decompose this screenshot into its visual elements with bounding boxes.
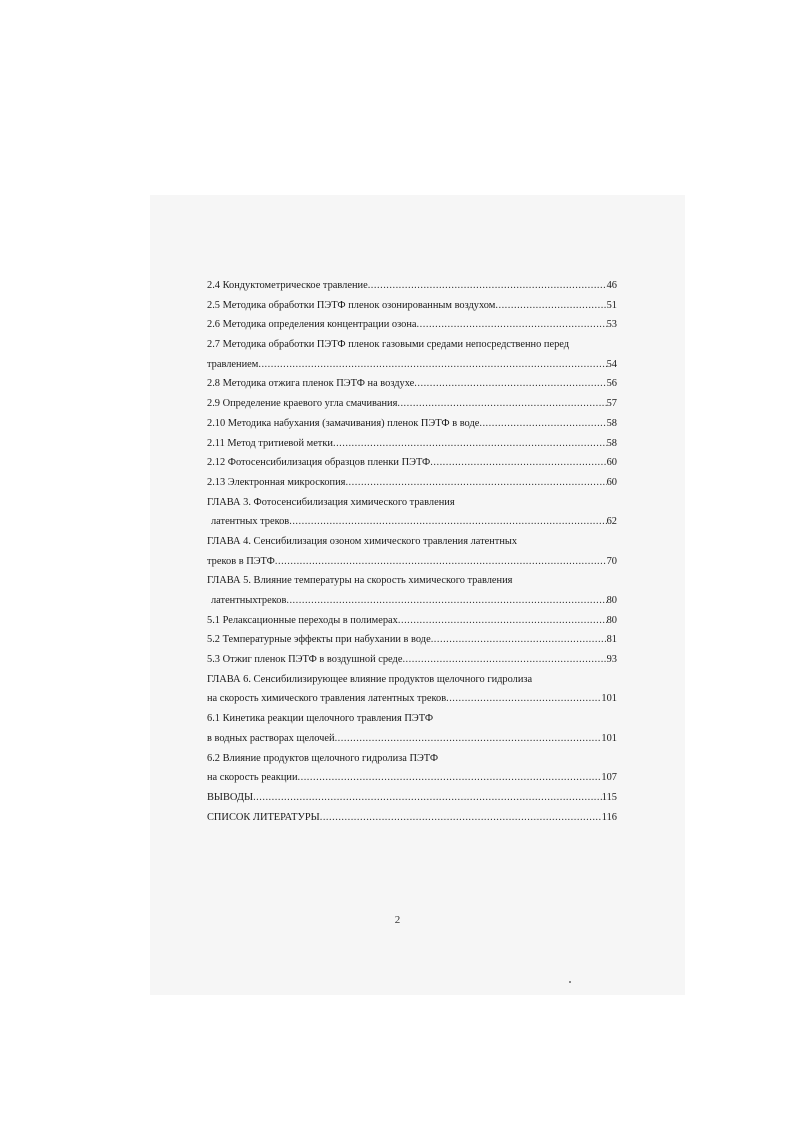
toc-entry-title: СПИСОК ЛИТЕРАТУРЫ [207, 811, 320, 823]
toc-entry [207, 808, 617, 828]
toc-leader-dots [289, 512, 606, 532]
toc-entry-page: 58 [606, 417, 617, 429]
toc-entry-heading-line [207, 335, 617, 355]
toc-chapter-heading [207, 571, 617, 591]
toc-entry-title: 2.9 Определение краевого угла смачивания [207, 398, 398, 410]
toc-entry-title: 2.6 Методика определения концентрации озона [207, 319, 417, 331]
toc-entry-title: травлением [207, 358, 259, 370]
toc-section-heading [207, 709, 617, 729]
toc-entry-title: ГЛАВА 4. Сенсибилизация озоном химического травления латентных [207, 535, 518, 547]
toc-entry-title: 2.12 Фотосенсибилизация образцов пленки ПЭТФ [207, 457, 431, 469]
toc-leader-dots [446, 689, 601, 709]
toc-entry-page: 115 [601, 791, 617, 803]
toc-leader-dots [398, 611, 607, 631]
toc-entry [207, 729, 617, 749]
toc-entry-page: 46 [606, 280, 617, 291]
toc-leader-dots [320, 808, 602, 828]
toc-leader-dots [417, 315, 607, 335]
toc-entry-page: 70 [606, 555, 617, 567]
toc-leader-dots [258, 355, 606, 375]
toc-entry [207, 512, 617, 532]
toc-entry-page: 57 [606, 398, 617, 410]
toc-entry [207, 473, 617, 493]
toc-entry-title: ГЛАВА 6. Сенсибилизирующее влияние продуктов щелочного гидролиза [207, 673, 533, 685]
toc-entry-title: ГЛАВА 5. Влияние температуры на скорость химического травления [207, 575, 513, 587]
toc-entry-title: 5.3 Отжиг пленок ПЭТФ в воздушной среде [207, 654, 403, 666]
toc-entry-title: 5.2 Температурные эффекты при набухании в воде [207, 634, 431, 646]
toc-entry [207, 650, 617, 670]
toc-entry-page: 93 [606, 654, 617, 666]
toc-entry [207, 315, 617, 335]
toc-leader-dots [298, 768, 602, 788]
toc-entry-title: треков в ПЭТФ [207, 555, 275, 567]
toc-entry [207, 276, 617, 296]
toc-entry-page: 101 [601, 693, 617, 705]
toc-entry-title: 2.11 Метод тритиевой метки [207, 437, 333, 449]
toc-chapter-heading [207, 493, 617, 513]
toc-leader-dots [414, 374, 606, 394]
toc-entry-page: 58 [606, 437, 617, 449]
toc-entry-title: латентныхтреков [211, 595, 287, 606]
toc-entry [207, 611, 617, 631]
toc-entry-page: 80 [606, 614, 617, 626]
toc-entry [207, 374, 617, 394]
toc-entry-title: 2.10 Методика набухания (замачивания) пленок ПЭТФ в воде [207, 417, 480, 429]
toc-entry-title: ВЫВОДЫ [207, 791, 254, 803]
toc-leader-dots [333, 434, 607, 454]
toc-entry [207, 355, 617, 375]
toc-entry-title: 2.8 Методика отжига пленок ПЭТФ на воздухе [207, 378, 415, 390]
toc-entry-page: 62 [606, 516, 617, 528]
toc-leader-dots [397, 394, 606, 414]
toc-entry [207, 453, 617, 473]
toc-entry-title: 6.1 Кинетика реакции щелочного травления ПЭТФ [207, 713, 434, 725]
toc-entry-title: 2.5 Методика обработки ПЭТФ пленок озонированным воздухом [207, 299, 496, 311]
toc-chapter-heading [207, 670, 617, 690]
toc-entry-page: 56 [606, 378, 617, 390]
toc-entry-page: 101 [601, 732, 617, 744]
toc-leader-dots [430, 453, 606, 473]
toc-entry [207, 788, 617, 808]
page-number: 2 [394, 914, 401, 926]
toc-entry [207, 591, 617, 611]
scan-speck [569, 981, 571, 983]
toc-entry-page: 80 [606, 595, 617, 606]
toc-entry-page: 60 [606, 457, 617, 469]
table-of-contents [207, 276, 617, 827]
toc-entry-title: на скорость реакции [207, 772, 298, 784]
toc-entry-title: 2.4 Кондуктометрическое травление [207, 280, 368, 291]
toc-entry [207, 552, 617, 572]
toc-entry [207, 630, 617, 650]
toc-leader-dots [275, 552, 607, 572]
toc-entry-page: 54 [606, 358, 617, 370]
toc-leader-dots [479, 414, 606, 434]
toc-chapter-heading [207, 532, 617, 552]
toc-entry-page: 107 [601, 772, 617, 784]
toc-leader-dots [253, 788, 602, 808]
toc-leader-dots [335, 729, 602, 749]
toc-entry [207, 394, 617, 414]
toc-entry-title: латентных треков [211, 516, 290, 528]
toc-section-heading [207, 749, 617, 769]
toc-entry-title: 2.7 Методика обработки ПЭТФ пленок газовыми средами непосредственно перед [207, 339, 570, 351]
toc-leader-dots [286, 591, 606, 611]
toc-entry-page: 116 [601, 811, 617, 823]
toc-leader-dots [345, 473, 606, 493]
toc-entry-title: 2.13 Электронная микроскопия [207, 476, 346, 488]
toc-entry-title: в водных растворах щелочей [207, 732, 335, 744]
toc-entry-title: ГЛАВА 3. Фотосенсибилизация химического травления [207, 496, 455, 508]
toc-entry-page: 60 [606, 476, 617, 488]
toc-entry [207, 296, 617, 316]
toc-entry-page: 53 [606, 319, 617, 331]
toc-leader-dots [368, 276, 607, 296]
toc-entry [207, 768, 617, 788]
toc-leader-dots [431, 630, 607, 650]
toc-entry [207, 434, 617, 454]
toc-entry [207, 414, 617, 434]
toc-entry-page: 51 [606, 299, 617, 311]
toc-leader-dots [495, 296, 606, 316]
toc-entry-title: 6.2 Влияние продуктов щелочного гидролиза ПЭТФ [207, 752, 439, 764]
toc-entry-title: 5.1 Релаксационные переходы в полимерах [207, 614, 398, 626]
toc-leader-dots [402, 650, 606, 670]
toc-entry-page: 81 [606, 634, 617, 646]
toc-entry [207, 689, 617, 709]
toc-entry-title: на скорость химического травления латентных треков [207, 693, 447, 705]
